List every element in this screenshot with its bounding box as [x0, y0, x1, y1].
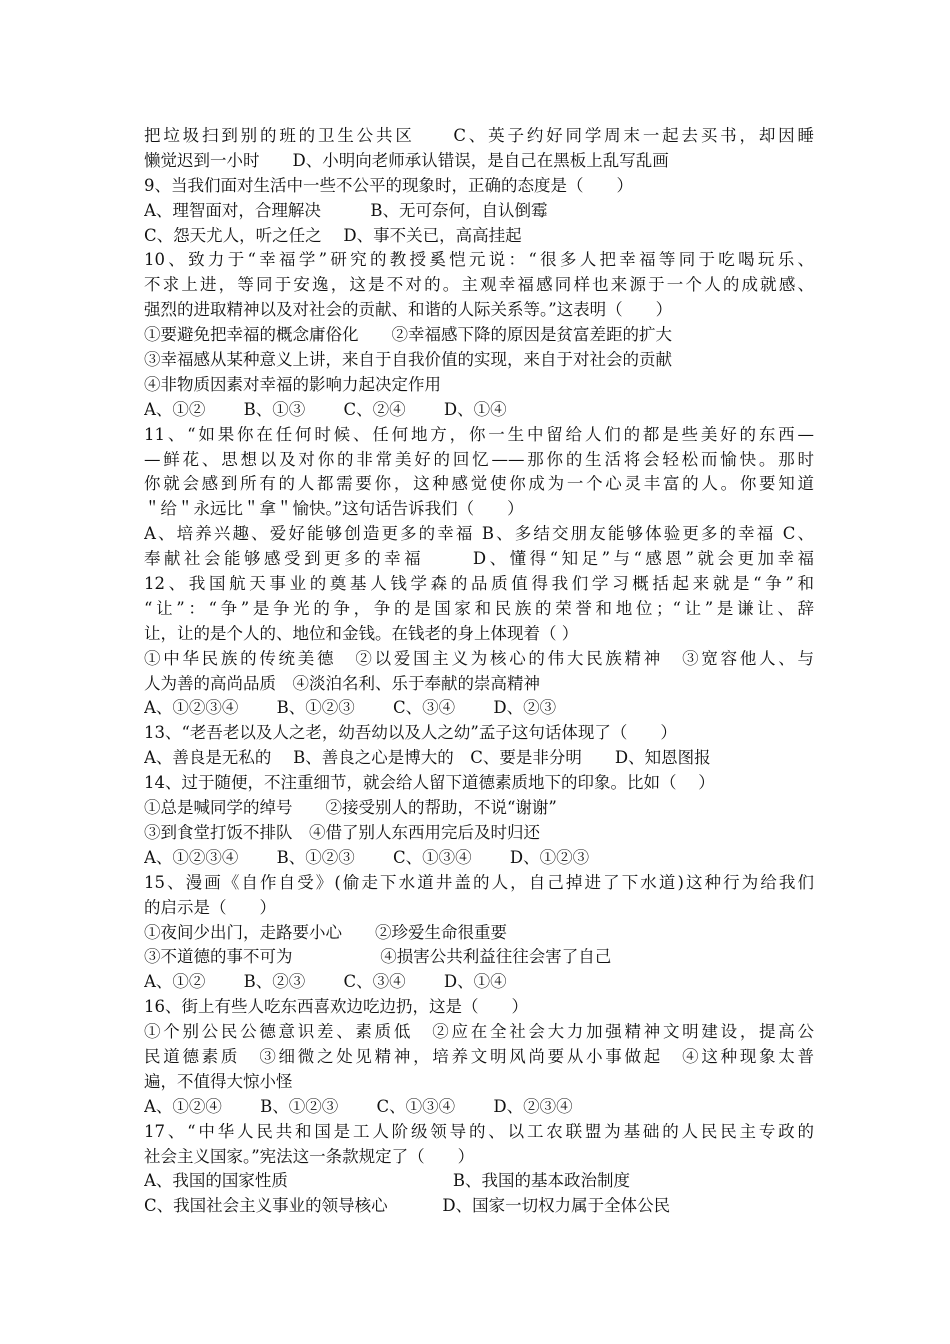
q12-stem-3: 让，让的是个人的、地位和金钱。在钱老的身上体现着（ ）: [144, 623, 579, 643]
q16-options: A、①②④ B、①②③ C、①③④ D、②③④: [144, 1096, 573, 1116]
q11-options-1: A、培养兴趣、爱好能够创造更多的幸福 B、多结交朋友能够体验更多的幸福 C、: [144, 524, 814, 544]
q11-stem-3: 你就会感到所有的人都需要你，这种感觉使你成为一个心灵丰富的人。你要知道: [144, 474, 814, 494]
q15-stem-1: 15、漫画《自作自受》(偷走下水道井盖的人，自己掉进了下水道)这种行为给我们: [144, 872, 814, 892]
q14-stem: 14、过于随便，不注重细节，就会给人留下道德素质地下的印象。比如（ ）: [144, 773, 715, 793]
q10-item-3: ③幸福感从某种意义上讲，来自于自我价值的实现，来自于对社会的贡献: [144, 350, 672, 370]
text-line-1: 把垃圾扫到别的班的卫生公共区 C、英子约好同学周末一起去买书，却因睡: [144, 126, 814, 145]
q14-items-2: ③到食堂打饭不排队 ④借了别人东西用完后及时归还: [144, 822, 540, 842]
q17-stem-1: 17、“中华人民共和国是工人阶级领导的、以工农联盟为基础的人民民主专政的: [144, 1121, 814, 1141]
q10-stem-2: 不求上进，等同于安逸，这是不对的。主观幸福感同样也来源于一个人的成就感、: [144, 275, 814, 295]
q10-stem-1: 10、致力于“幸福学”研究的教授奚恺元说：“很多人把幸福等同于吃喝玩乐、: [144, 250, 814, 270]
q13-stem: 13、“老吾老以及人之老，幼吾幼以及人之幼”孟子这句话体现了（ ）: [144, 723, 677, 743]
q12-items-2: 人为善的高尚品质 ④淡泊名利、乐于奉献的崇高精神: [144, 673, 540, 693]
q17-options-cd: C、我国社会主义事业的领导核心 D、国家一切权力属于全体公民: [144, 1196, 671, 1216]
text-line-2: 懒觉迟到一小时 D、小明向老师承认错误，是自己在黑板上乱写乱画: [144, 150, 669, 170]
q14-options: A、①②③④ B、①②③ C、①③④ D、①②③: [144, 847, 590, 867]
q16-stem: 16、街上有些人吃东西喜欢边吃边扔，这是（ ）: [144, 997, 528, 1017]
q15-items-1: ①夜间少出门，走路要小心 ②珍爱生命很重要: [144, 922, 507, 942]
q10-stem-3: 强烈的进取精神以及对社会的贡献、和谐的人际关系等。”这表明（ ）: [144, 300, 673, 320]
q11-stem-2: —鲜花、思想以及对你的非常美好的回忆——那你的生活将会轻松而愉快。那时: [144, 449, 814, 469]
q16-items-2: 民道德素质 ③细微之处见精神，培养文明风尚要从小事做起 ④这种现象太普: [144, 1046, 814, 1066]
q14-items-1: ①总是喊同学的绰号 ②接受别人的帮助，不说“谢谢”: [144, 798, 557, 818]
q15-stem-2: 的启示是（ ）: [144, 897, 276, 917]
q17-stem-2: 社会主义国家。”宪法这一条款规定了（ ）: [144, 1146, 475, 1166]
q17-options-ab: A、我国的国家性质 B、我国的基本政治制度: [144, 1171, 631, 1191]
q10-options: A、①② B、①③ C、②④ D、①④: [144, 399, 507, 419]
q9-stem: 9、当我们面对生活中一些不公平的现象时，正确的态度是（ ）: [144, 175, 633, 195]
exam-text: [144, 124, 814, 1219]
q15-options: A、①② B、②③ C、③④ D、①④: [144, 972, 507, 992]
q11-stem-4: ＂给＂永远比＂拿＂愉快。”这句话告诉我们（ ）: [144, 499, 524, 519]
q16-items-1: ①个别公民公德意识差、素质低 ②应在全社会大力加强精神文明建设，提高公: [144, 1022, 814, 1042]
q15-items-2: ③不道德的事不可为 ④损害公共利益往往会害了自己: [144, 947, 612, 967]
q9-options-cd: C、怨天尤人，听之任之 D、事不关已，高高挂起: [144, 225, 522, 245]
q10-item-4: ④非物质因素对幸福的影响力起决定作用: [144, 374, 441, 394]
q12-items-1: ①中华民族的传统美德 ②以爱国主义为核心的伟大民族精神 ③宽容他人、与: [144, 648, 814, 668]
q12-stem-2: “让”：“争”是争光的争，争的是国家和民族的荣誉和地位；“让”是谦让、辞: [144, 598, 814, 618]
q11-stem-1: 11、“如果你在任何时候、任何地方，你一生中留给人们的都是些美好的东西—: [144, 424, 814, 444]
q12-stem-1: 12、我国航天事业的奠基人钱学森的品质值得我们学习概括起来就是“争”和: [144, 574, 814, 594]
q9-options-ab: A、理智面对，合理解决 B、无可奈何，自认倒霉: [144, 200, 548, 220]
q10-item-12: ①要避免把幸福的概念庸俗化 ②幸福感下降的原因是贫富差距的扩大: [144, 325, 672, 345]
q12-options: A、①②③④ B、①②③ C、③④ D、②③: [144, 698, 557, 718]
q11-options-2: 奉献社会能够感受到更多的幸福 D、懂得“知足”与“感恩”就会更加幸福: [144, 549, 814, 569]
q16-items-3: 遍，不值得大惊小怪: [144, 1071, 293, 1091]
q13-options: A、善良是无私的 B、善良之心是博大的 C、要是非分明 D、知恩图报: [144, 748, 711, 768]
